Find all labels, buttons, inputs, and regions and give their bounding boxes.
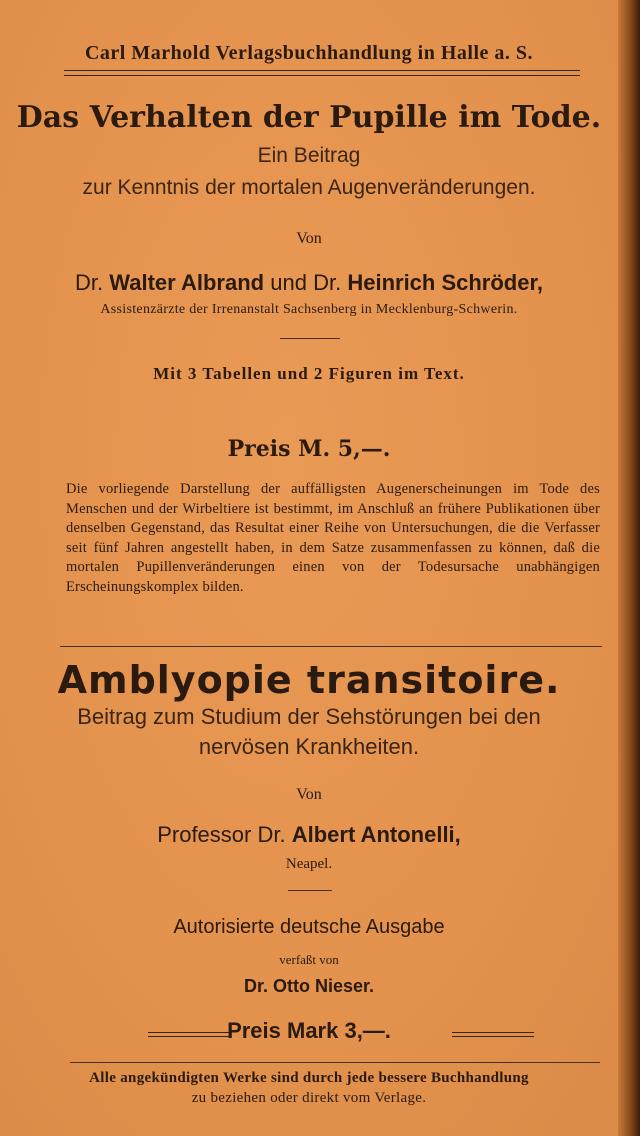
book1-subtitle-line2: zur Kenntnis der mortalen Augenveränderungen. [82,176,536,199]
book2-title: Amblyopie transitoire. [57,658,561,702]
book1-separator [280,338,340,339]
book2-translator: Dr. Otto Nieser. [243,976,375,996]
book2-city: Neapel. [285,856,333,872]
page-edge-shadow [618,0,640,1136]
book2-subtitle-line2: nervösen Krankheiten. [198,734,420,759]
book2-von: Von [296,786,322,803]
price-right-rule [452,1032,534,1037]
book1-author2-name: Heinrich Schröder, [347,270,543,295]
publisher-header: Carl Marhold Verlagsbuchhandlung in Halle a. S. [84,42,534,64]
book1-extras: Mit 3 Tabellen und 2 Figuren im Text. [153,364,465,383]
book1-author1-name: Walter Albrand [109,270,265,295]
book2-author-prefix: Professor Dr. [157,822,286,847]
book1-affiliation: Assistenzärzte der Irrenanstalt Sachsenberg in Mecklenburg-Schwerin. [100,302,518,317]
book1-authors [0,270,618,296]
book2-author [0,822,618,848]
book2-subtitle-line1: Beitrag zum Studium der Sehstörungen bei den [77,704,541,729]
footer-rule [70,1062,600,1063]
book2-verfasst: verfaßt von [279,952,339,967]
book2-author-name: Albert Antonelli, [291,822,461,847]
book1-price: Preis M. 5,—. [227,436,391,462]
book1-author-joiner: und [270,270,307,295]
book2-price: Preis Mark 3,—. [227,1018,391,1043]
book2-separator [288,890,332,891]
book1-von: Von [296,230,322,247]
book2-edition: Autorisierte deutsche Ausgabe [173,916,445,938]
header-double-rule [64,70,580,76]
footer-line2: zu beziehen oder direkt vom Verlage. [191,1090,427,1106]
book1-description: Die vorliegende Darstellung der auffälligsten Augenerscheinungen im Tode des Menschen und der Wirbeltiere ist bestimmt, im Anschluß an frühere Publikationen über denselben Gegenstand, das Resultat einer Reihe von Untersuchungen, die die Verfasser seit fünf Jahren angestellt haben, in dem Satze zusammenfassen zu können, daß die mortalen Pupillenveränderungen einen von der Todesursache unabhängigen Erscheinungskomplex bilden. [66,481,600,595]
book1-author1-prefix: Dr. [75,270,104,295]
book1-author2-prefix: Dr. [313,270,342,295]
footer-line1: Alle angekündigten Werke sind durch jede bessere Buchhandlung [89,1070,529,1086]
book1-subtitle-line1: Ein Beitrag [257,144,361,167]
section-divider [60,646,602,647]
book1-title: Das Verhalten der Pupille im Tode. [16,100,602,135]
